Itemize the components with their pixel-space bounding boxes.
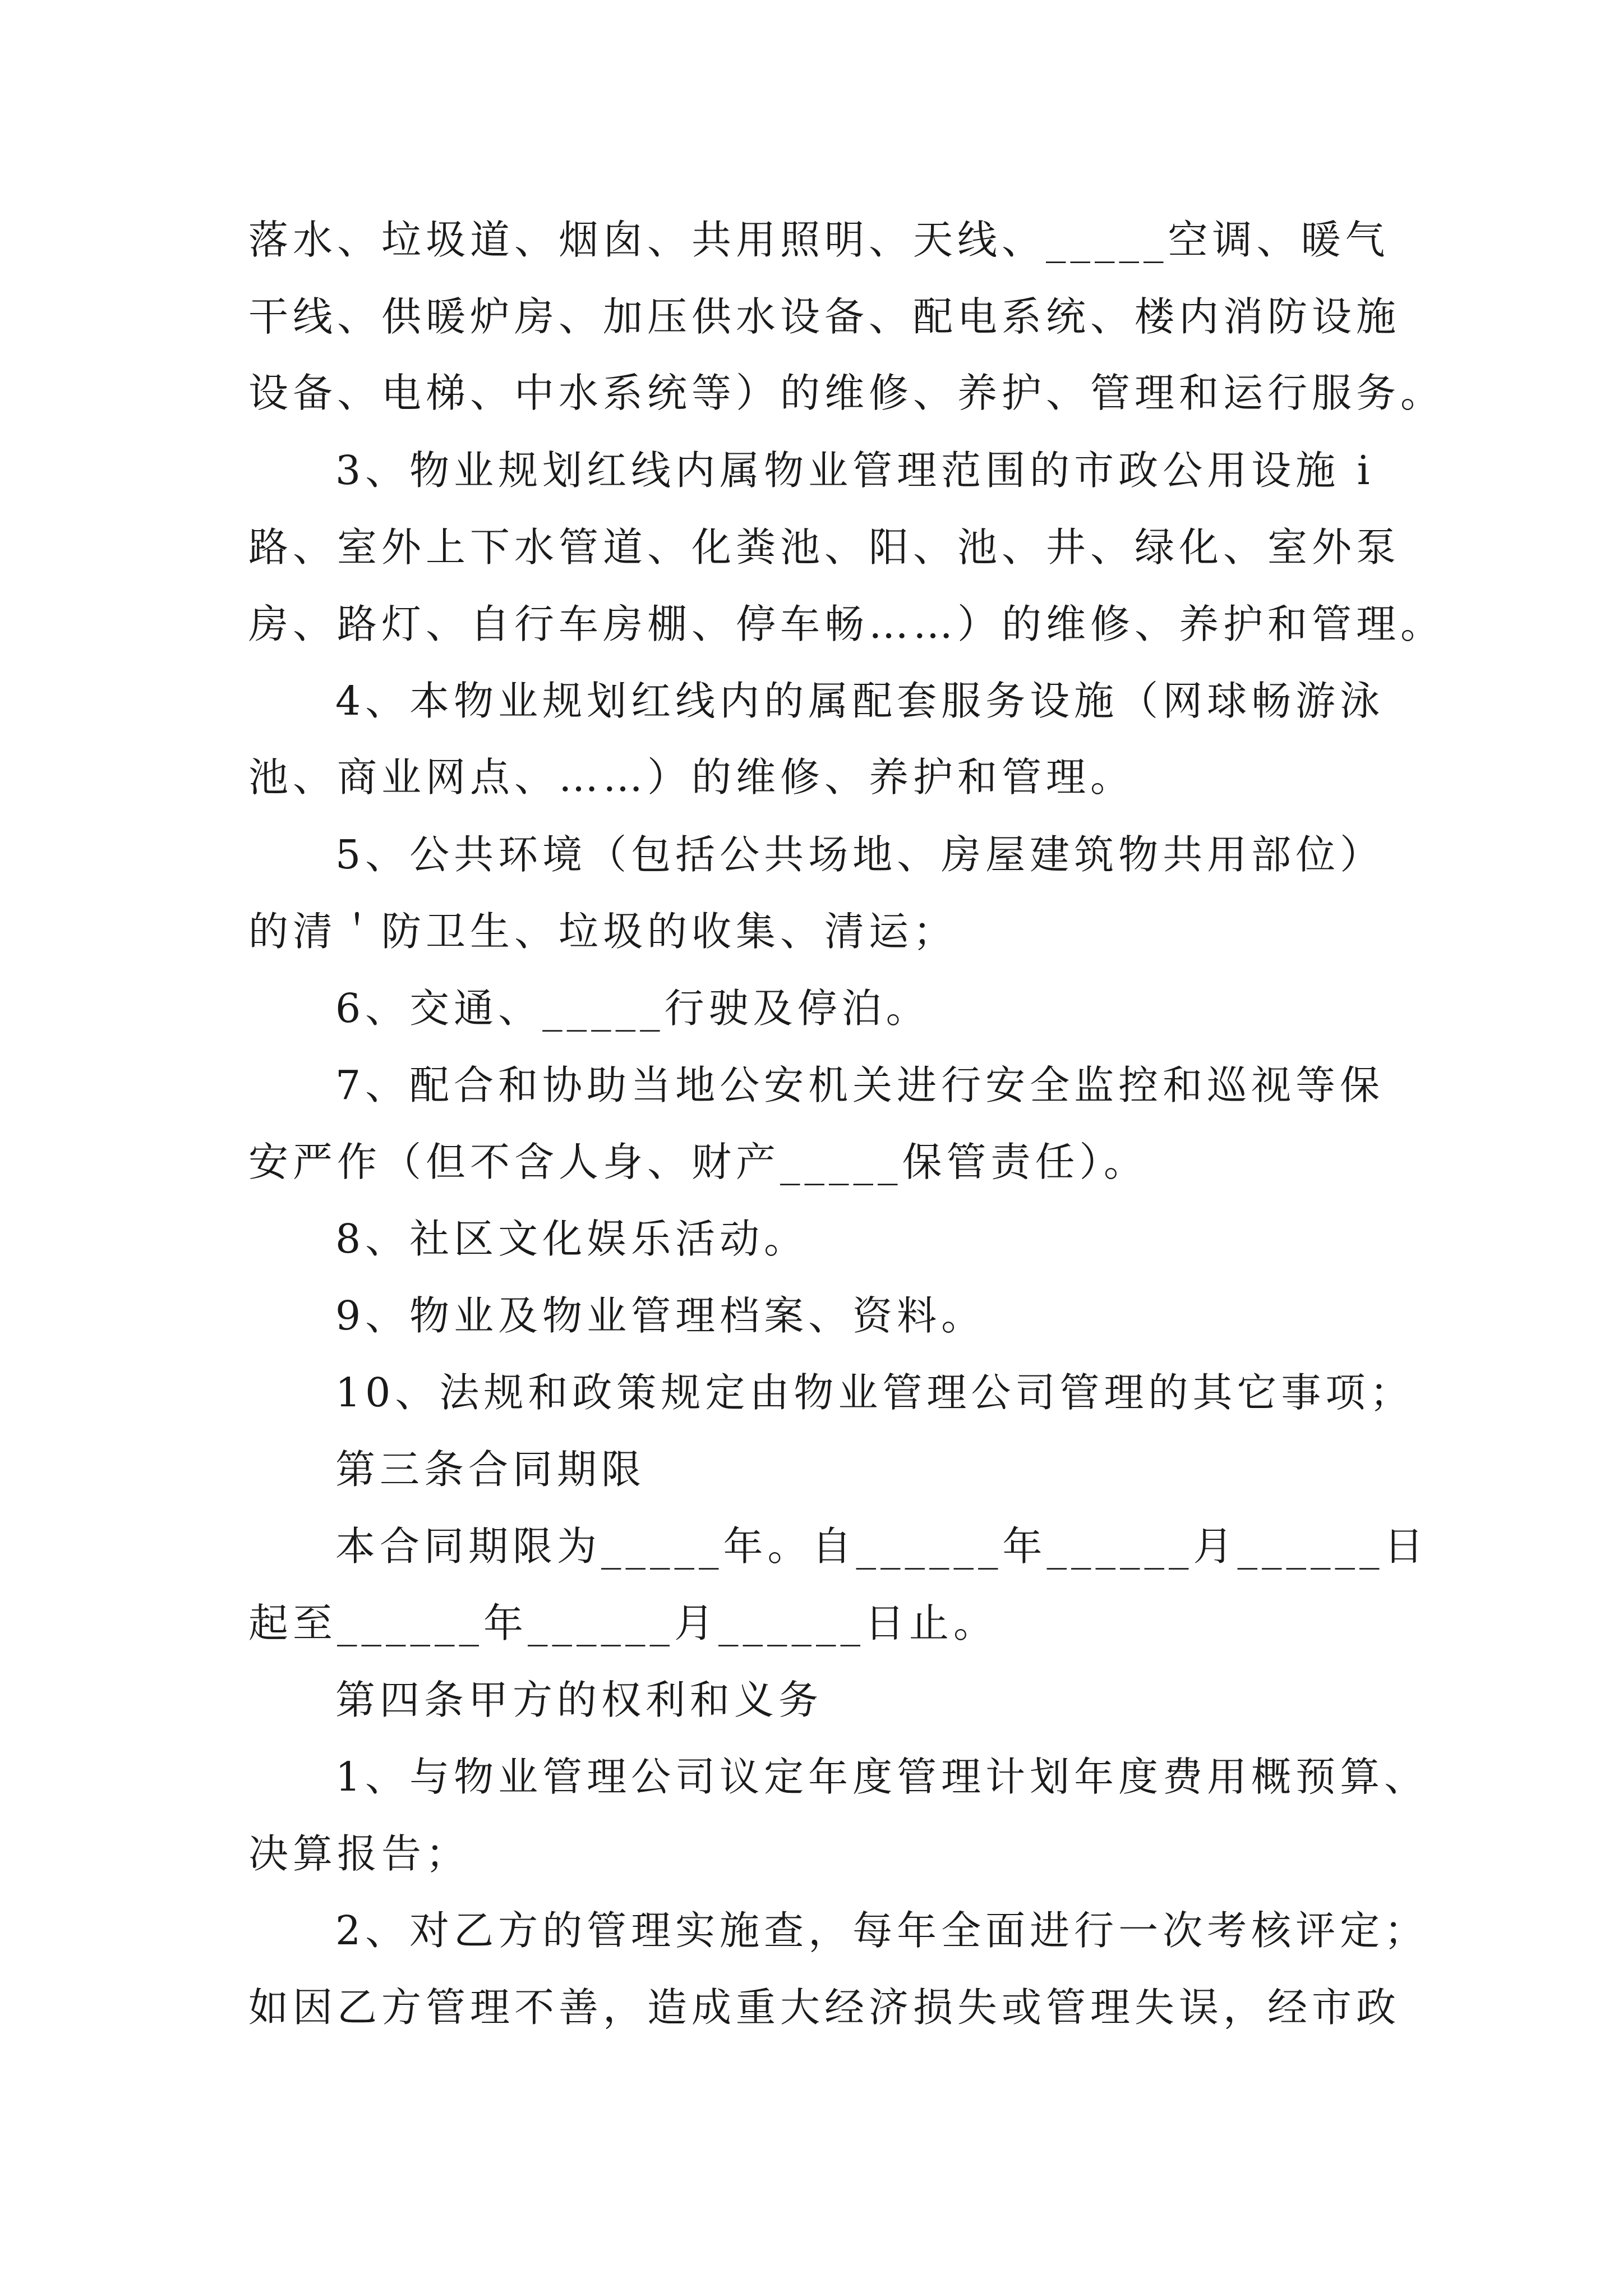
text-line: 10、法规和政策规定由物业管理公司管理的其它事项；	[335, 1369, 1414, 1416]
text-line: 池、商业网点、……）的维修、养护和管理。	[248, 754, 1135, 800]
text-line: 起至______年______月______日止。	[248, 1600, 998, 1646]
text-line: 6、交通、_____行驶及停泊。	[335, 985, 930, 1032]
text-line: 设备、电梯、中水系统等）的维修、养护、管理和运行服务。	[248, 370, 1445, 416]
text-line: 如因乙方管理不善，造成重大经济损失或管理失误，经市政	[248, 1984, 1401, 2031]
text-line: 决算报告；	[248, 1830, 471, 1877]
text-line: 5、公共环境（包括公共场地、房屋建筑物共用部位）	[335, 831, 1385, 878]
section-heading: 第三条合同期限	[335, 1446, 646, 1493]
text-line: 1、与物业管理公司议定年度管理计划年度费用概预算、	[335, 1754, 1429, 1800]
text-line: 3、物业规划红线内属物业管理范围的市政公用设施 i	[335, 447, 1375, 494]
text-line: 的清＇防卫生、垃圾的收集、清运；	[248, 908, 958, 955]
text-line: 7、配合和协助当地公安机关进行安全监控和巡视等保	[335, 1062, 1385, 1108]
text-line: 本合同期限为_____年。自______年______月______日	[335, 1523, 1428, 1570]
text-line: 落水、垃圾道、烟囱、共用照明、天线、_____空调、暖气	[248, 217, 1390, 263]
text-line: 2、对乙方的管理实施查，每年全面进行一次考核评定；	[335, 1907, 1429, 1954]
section-heading: 第四条甲方的权利和义务	[335, 1677, 823, 1723]
text-line: 8、社区文化娱乐活动。	[335, 1216, 809, 1262]
text-line: 安严作（但不含人身、财产_____保管责任）。	[248, 1139, 1149, 1185]
text-line: 9、物业及物业管理档案、资料。	[335, 1292, 986, 1339]
text-line: 4、本物业规划红线内的属配套服务设施（网球畅游泳	[335, 678, 1385, 724]
text-line: 干线、供暖炉房、加压供水设备、配电系统、楼内消防设施	[248, 293, 1401, 340]
text-line: 路、室外上下水管道、化粪池、阳、池、井、绿化、室外泵	[248, 524, 1401, 570]
text-line: 房、路灯、自行车房棚、停车畅……）的维修、养护和管理。	[248, 601, 1445, 647]
